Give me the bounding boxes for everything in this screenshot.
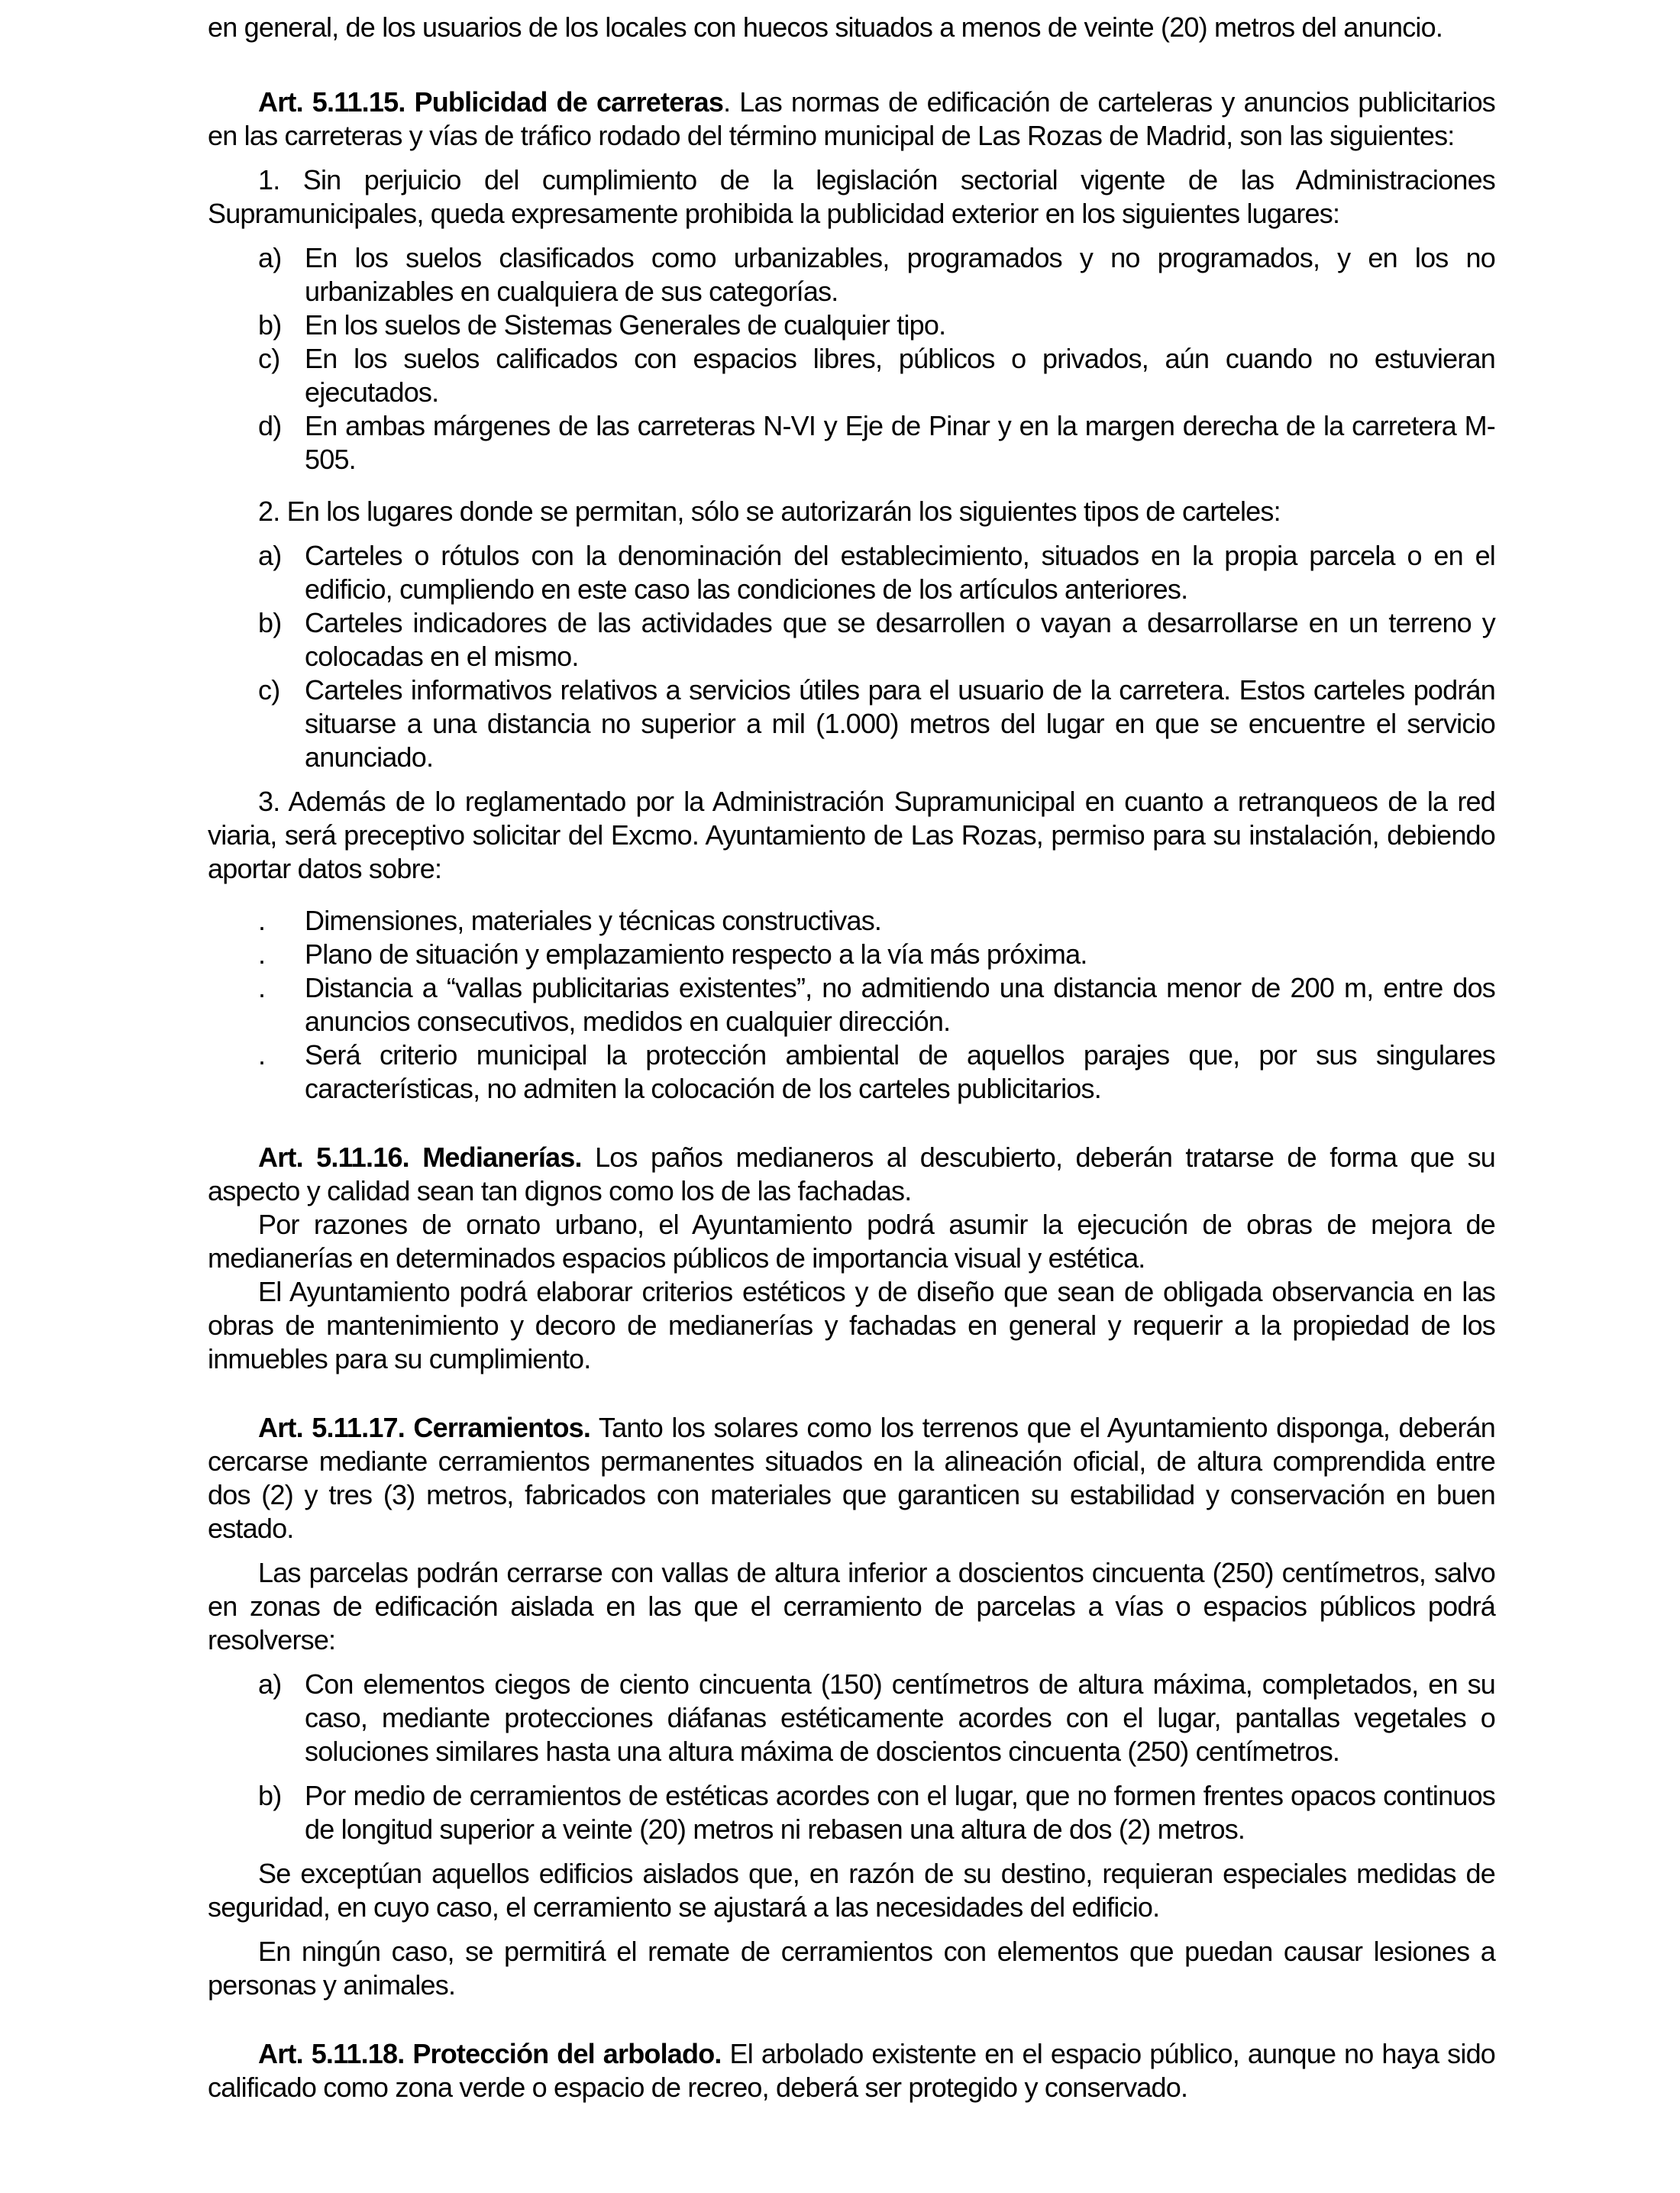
list-item-text: Distancia a “vallas publicitarias existentes”, no admitiendo una distancia menor de 200 m, entre dos anuncios consecutivos, medidos en cualquier dirección. <box>305 972 1495 1037</box>
article-title-5-11-15: Art. 5.11.15. Publicidad de carreteras <box>258 86 724 118</box>
numbered-paragraph-1: 1. Sin perjuicio del cumplimiento de la legislación sectorial vigente de las Administraciones Supramunicipales, queda expresamente prohibida la publicidad exterior en los siguientes lugares: <box>208 164 1495 229</box>
list-item-marker: a) <box>258 242 282 273</box>
list-item <box>208 342 1495 409</box>
list-item <box>208 308 1495 342</box>
article-heading-paragraph-5-11-16 <box>208 1141 1495 1208</box>
list-item-text: Por medio de cerramientos de estéticas acordes con el lugar, que no formen frentes opacos continuos de longitud superior a veinte (20) metros ni rebasen una altura de dos (2) metros. <box>305 1780 1495 1845</box>
article-title-5-11-18: Art. 5.11.18. Protección del arbolado. <box>258 2038 722 2069</box>
lettered-list-fence-options <box>208 1668 1495 1846</box>
list-item-marker: a) <box>258 1668 282 1700</box>
body-paragraph: En ningún caso, se permitirá el remate de cerramientos con elementos que puedan causar lesiones a personas y animales. <box>208 1936 1495 2001</box>
numbered-paragraph-3: 3. Además de lo reglamentado por la Administración Supramunicipal en cuanto a retranqueos de la red viaria, será preceptivo solicitar del Excmo. Ayuntamiento de Las Rozas, permiso para su instalación, debiendo aportar datos sobre: <box>208 786 1495 884</box>
list-item-text: En los suelos de Sistemas Generales de cualquier tipo. <box>305 309 946 341</box>
list-item-dot-marker: . <box>258 1039 266 1071</box>
article-body-5-11-17: Tanto los solares como los terrenos que el Ayuntamiento disponga, deberán cercarse mediante cerramientos permanentes situados en la alineación oficial, de altura comprendida entre dos (2) y tres (3) metros, fabricados con materiales que garanticen su estabilidad y conservación en buen estado. <box>208 1412 1496 1544</box>
list-item-dot-marker: . <box>258 938 266 970</box>
list-item-text: Plano de situación y emplazamiento respecto a la vía más próxima. <box>305 938 1087 970</box>
list-item <box>208 539 1495 606</box>
article-title-5-11-16: Art. 5.11.16. Medianerías. <box>258 1142 582 1173</box>
list-item-text: Carteles o rótulos con la denominación del establecimiento, situados en la propia parcela o en el edificio, cumpliendo en este caso las condiciones de los artículos anteriores. <box>305 540 1495 605</box>
body-paragraph: El Ayuntamiento podrá elaborar criterios estéticos y de diseño que sean de obligada observancia en las obras de mantenimiento y decoro de medianerías y fachadas en general y requerir a la propiedad de los inmuebles para su cumplimiento. <box>208 1276 1495 1374</box>
numbered-paragraph-2: 2. En los lugares donde se permitan, sólo se autorizarán los siguientes tipos de carteles: <box>258 496 1281 527</box>
list-item-marker: c) <box>258 343 280 374</box>
list-item-dot-marker: . <box>258 905 266 936</box>
dotted-list-required-data <box>208 904 1495 1106</box>
list-item-text: Dimensiones, materiales y técnicas constructivas. <box>305 905 882 936</box>
list-item-marker: c) <box>258 674 280 706</box>
article-body-5-11-18: El arbolado existente en el espacio público, aunque no haya sido calificado como zona verde o espacio de recreo, deberá ser protegido y conservado. <box>208 2038 1496 2103</box>
body-paragraph: Se exceptúan aquellos edificios aislados que, en razón de su destino, requieran especiales medidas de seguridad, en cuyo caso, el cerramiento se ajustará a las necesidades del edificio. <box>208 1858 1495 1923</box>
list-item <box>208 673 1495 774</box>
list-item-marker: b) <box>258 1780 282 1811</box>
lettered-list-allowed-signs <box>208 539 1495 774</box>
list-item <box>208 1668 1495 1768</box>
list-item <box>208 1779 1495 1846</box>
article-body-5-11-15: . Las normas de edificación de carteleras y anuncios publicitarios en las carreteras y vías de tráfico rodado del término municipal de Las Rozas de Madrid, son las siguientes: <box>208 86 1495 151</box>
list-item <box>208 1038 1495 1106</box>
list-item-text: Será criterio municipal la protección ambiental de aquellos parajes que, por sus singulares características, no admiten la colocación de los carteles publicitarios. <box>305 1039 1495 1104</box>
article-heading-paragraph-5-11-17 <box>208 1411 1495 1545</box>
list-item-dot-marker: . <box>258 972 266 1003</box>
article-body-5-11-16: Los paños medianeros al descubierto, deberán tratarse de forma que su aspecto y calidad sean tan dignos como los de las fachadas. <box>208 1142 1495 1206</box>
list-item <box>208 241 1495 308</box>
list-item <box>208 904 1495 938</box>
list-item-marker: a) <box>258 540 282 571</box>
article-title-5-11-17: Art. 5.11.17. Cerramientos. <box>258 1412 591 1443</box>
article-heading-paragraph-5-11-18 <box>208 2037 1495 2104</box>
list-item-marker: d) <box>258 410 282 441</box>
list-item-text: En ambas márgenes de las carreteras N-VI y Eje de Pinar y en la margen derecha de la carretera M-505. <box>305 410 1495 475</box>
list-item <box>208 971 1495 1038</box>
list-item <box>208 409 1495 476</box>
list-item-text: Carteles indicadores de las actividades que se desarrollen o vayan a desarrollarse en un terreno y colocadas en el mismo. <box>305 607 1495 672</box>
list-item-text: Con elementos ciegos de ciento cincuenta (150) centímetros de altura máxima, completados, en su caso, mediante protecciones diáfanas estéticamente acordes con el lugar, pantallas vegetales o soluciones similares hasta una altura máxima de doscientos cincuenta (250) centímetros. <box>305 1668 1495 1767</box>
list-item-text: Carteles informativos relativos a servicios útiles para el usuario de la carretera. Estos carteles podrán situarse a una distancia no superior a mil (1.000) metros del lugar en que se encuentre el servicio anunciado. <box>305 674 1495 773</box>
list-item-text: En los suelos clasificados como urbanizables, programados y no programados, y en los no urbanizables en cualquiera de sus categorías. <box>305 242 1495 307</box>
body-paragraph: Las parcelas podrán cerrarse con vallas de altura inferior a doscientos cincuenta (250) centímetros, salvo en zonas de edificación aislada en las que el cerramiento de parcelas a vías o espacios públicos podrá resolverse: <box>208 1557 1495 1655</box>
list-item-marker: b) <box>258 309 282 341</box>
paragraph-continuation: en general, de los usuarios de los locales con huecos situados a menos de veinte (20) metros del anuncio. <box>208 11 1443 43</box>
article-heading-paragraph-5-11-15 <box>208 86 1495 153</box>
list-item-marker: b) <box>258 607 282 638</box>
list-item <box>208 606 1495 673</box>
list-item <box>208 938 1495 971</box>
lettered-list-prohibited-places <box>208 241 1495 476</box>
list-item-text: En los suelos calificados con espacios libres, públicos o privados, aún cuando no estuvieran ejecutados. <box>305 343 1495 408</box>
body-paragraph: Por razones de ornato urbano, el Ayuntamiento podrá asumir la ejecución de obras de mejora de medianerías en determinados espacios públicos de importancia visual y estética. <box>208 1209 1495 1274</box>
